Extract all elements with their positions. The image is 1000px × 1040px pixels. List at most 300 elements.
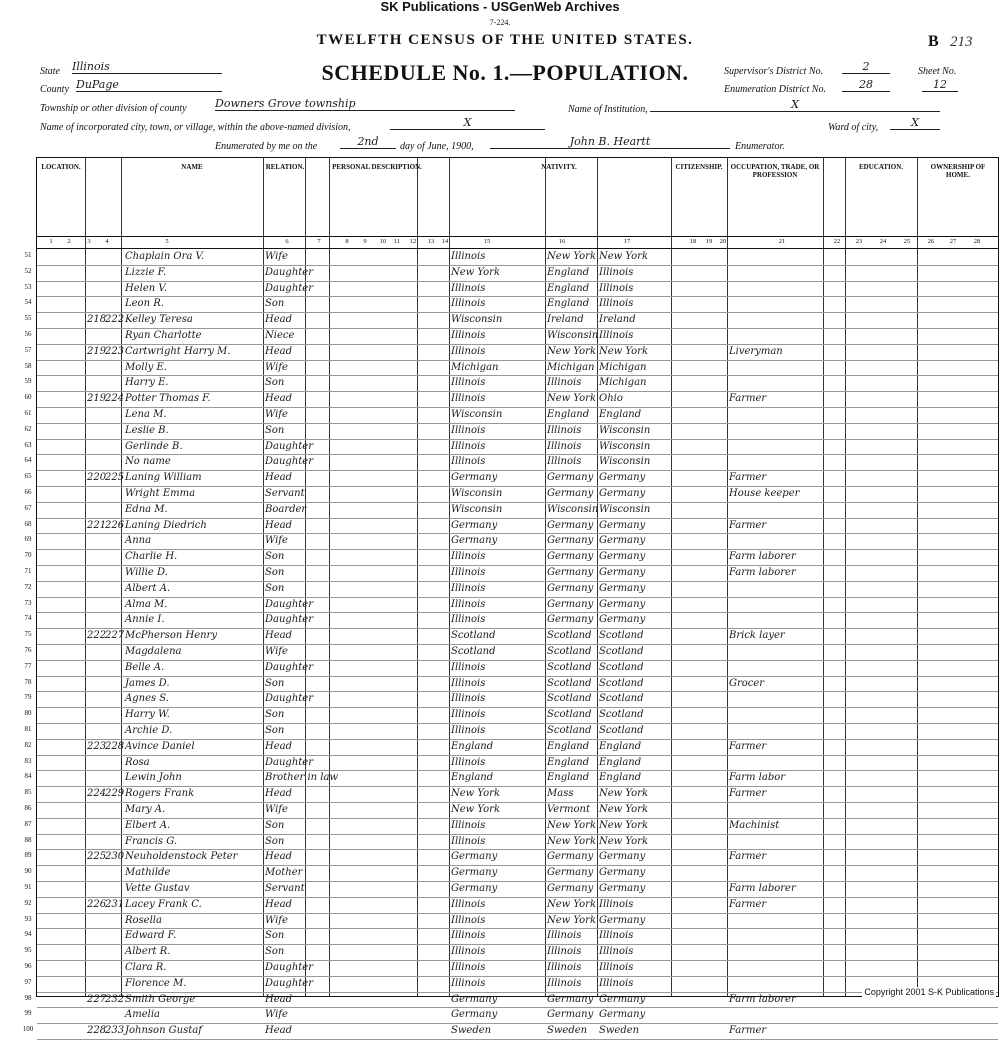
birthplace: Illinois [451, 756, 486, 768]
birthplace: Illinois [451, 424, 486, 436]
column-number: 8 [345, 238, 349, 245]
father-birthplace: England [547, 298, 590, 310]
father-birthplace: New York [547, 345, 596, 357]
row-rule [37, 644, 998, 645]
person-name: Edna M. [125, 503, 168, 515]
row-number: 93 [24, 914, 32, 923]
father-birthplace: Germany [547, 867, 594, 879]
citizenship-header: CITIZENSHIP. [675, 163, 723, 171]
relation: Head [265, 993, 293, 1005]
row-rule [37, 834, 998, 835]
birthplace: Illinois [451, 298, 486, 310]
father-birthplace: Scotland [547, 709, 592, 721]
mother-birthplace: Germany [599, 488, 646, 499]
row-number: 66 [24, 488, 32, 496]
birthplace: New York [451, 804, 500, 815]
father-birthplace: New York [547, 835, 596, 847]
person-name: Clara R. [125, 962, 167, 973]
mother-birthplace: Illinois [599, 298, 634, 310]
father-birthplace: Ireland [547, 314, 584, 326]
mother-birthplace: Illinois [599, 930, 634, 942]
column-number: 25 [903, 238, 911, 245]
occupation: Farm labor [729, 772, 786, 784]
relation: Son [265, 298, 285, 310]
row-rule [37, 865, 998, 866]
occupation: Farm laborer [729, 551, 796, 563]
census-title: TWELFTH CENSUS OF THE UNITED STATES. [316, 32, 694, 48]
relation: Niece [265, 330, 295, 341]
relation: Wife [265, 361, 288, 373]
mother-birthplace: Ireland [599, 314, 636, 326]
relation: Wife [265, 409, 288, 420]
row-number: 75 [24, 630, 32, 639]
row-rule [37, 502, 998, 503]
row-rule [37, 296, 998, 297]
row-number: 58 [24, 361, 32, 370]
column-number: 6 [285, 238, 289, 245]
sheet-label: Sheet No. [918, 66, 957, 77]
relation: Son [265, 930, 285, 942]
father-birthplace: Germany [547, 488, 594, 499]
row-number: 97 [24, 977, 32, 986]
birthplace: Germany [451, 1009, 498, 1021]
row-rule [37, 802, 998, 803]
relation: Head [265, 1025, 293, 1037]
father-birthplace: Germany [547, 551, 594, 563]
person-name: Laning Diedrich [125, 519, 207, 531]
row-number: 59 [24, 377, 32, 386]
mother-birthplace: Ohio [599, 393, 623, 405]
mother-birthplace: Germany [599, 851, 646, 863]
row-rule [37, 470, 998, 471]
mother-birthplace: Scotland [599, 646, 644, 657]
father-birthplace: Scotland [547, 630, 592, 642]
person-name: Florence M. [125, 977, 187, 989]
mother-birthplace: Wisconsin [599, 503, 651, 515]
enumerator-name: John B. Heartt [490, 135, 730, 149]
ward-label: Ward of city, [828, 122, 879, 133]
row-rule [37, 454, 998, 455]
column-number: 11 [393, 238, 401, 245]
dwelling-number: 218 [87, 314, 107, 326]
occupation: Grocer [729, 677, 765, 689]
row-rule [37, 976, 998, 977]
census-table [22, 157, 999, 1037]
birthplace: Germany [451, 472, 498, 484]
incorporated-label: Name of incorporated city, town, or village, within the above-named division, [40, 122, 351, 133]
birthplace: Illinois [451, 677, 486, 689]
birthplace: Illinois [451, 946, 486, 958]
column-number: 9 [363, 238, 367, 245]
dwelling-number: 221 [87, 519, 107, 531]
row-number: 65 [24, 472, 32, 481]
person-name: Smith George [125, 993, 196, 1005]
mother-birthplace: Germany [599, 472, 646, 484]
mother-birthplace: Scotland [599, 661, 644, 673]
birthplace: Michigan [451, 361, 499, 373]
row-rule [37, 265, 998, 266]
relation: Daughter [265, 266, 313, 278]
row-number: 81 [24, 725, 32, 733]
occupation: Farmer [729, 898, 767, 910]
column-number: 13 [427, 238, 435, 245]
person-name: James D. [125, 677, 170, 689]
birthplace: England [451, 740, 494, 752]
father-birthplace: England [547, 740, 590, 752]
father-birthplace: England [547, 756, 590, 768]
relation: Wife [265, 914, 288, 926]
nativity-header: NATIVITY. [541, 163, 577, 171]
institution-value: X [650, 98, 940, 112]
mother-birthplace: Germany [599, 551, 646, 563]
person-name: Willie D. [125, 567, 168, 578]
mother-birthplace: England [599, 740, 642, 752]
person-name: Magdalena [125, 646, 182, 657]
location-header: LOCATION. [41, 163, 81, 171]
row-rule [37, 533, 998, 534]
birthplace: Illinois [451, 835, 486, 847]
relation: Head [265, 851, 293, 863]
person-name: Charlie H. [125, 551, 178, 563]
person-name: Mary A. [125, 804, 166, 815]
mother-birthplace: Wisconsin [599, 440, 651, 452]
relation: Son [265, 946, 285, 958]
mother-birthplace: Germany [599, 1009, 646, 1021]
father-birthplace: Illinois [547, 977, 582, 989]
birthplace: Illinois [451, 614, 486, 626]
birthplace: Germany [451, 851, 498, 863]
mother-birthplace: Germany [599, 883, 646, 894]
relation: Boarder [265, 503, 307, 515]
birthplace: Germany [451, 993, 498, 1005]
relation: Son [265, 725, 285, 736]
relation: Son [265, 582, 285, 594]
dwelling-number: 222 [87, 630, 107, 642]
row-rule [37, 439, 998, 440]
father-birthplace: Germany [547, 598, 594, 610]
father-birthplace: Scotland [547, 693, 592, 705]
mother-birthplace: Scotland [599, 725, 644, 736]
row-number: 88 [24, 835, 32, 844]
form-number: 7-224. [489, 18, 511, 27]
birthplace: Scotland [451, 630, 496, 642]
sheet-value: 12 [922, 78, 958, 92]
birthplace: Illinois [451, 962, 486, 973]
row-number: 86 [24, 804, 32, 812]
column-number: 7 [317, 238, 321, 245]
mother-birthplace: England [599, 756, 642, 768]
mother-birthplace: Scotland [599, 709, 644, 721]
person-name: Annie I. [125, 614, 165, 626]
institution-label: Name of Institution, [568, 104, 648, 115]
column-number: 28 [973, 238, 981, 245]
father-birthplace: New York [547, 898, 596, 910]
relation: Son [265, 551, 285, 563]
family-number: 223 [105, 345, 125, 357]
enumeration-value: 28 [842, 78, 890, 92]
relation: Daughter [265, 977, 313, 989]
education-header: EDUCATION. [858, 163, 903, 171]
row-rule [37, 344, 998, 345]
occupation: Farmer [729, 851, 767, 863]
birthplace: Illinois [451, 551, 486, 563]
person-name: Potter Thomas F. [125, 393, 211, 405]
row-number: 90 [24, 867, 32, 876]
row-rule [37, 1007, 998, 1008]
birthplace: New York [451, 788, 500, 800]
family-number: 231 [105, 898, 125, 910]
column-number: 22 [833, 238, 841, 245]
person-name: Lena M. [125, 409, 167, 420]
row-rule [37, 944, 998, 945]
column-number: 24 [879, 238, 887, 245]
column-number: 4 [105, 238, 109, 245]
father-birthplace: England [547, 282, 590, 294]
row-number: 52 [24, 266, 32, 275]
row-number: 82 [24, 740, 32, 749]
birthplace: Illinois [451, 345, 486, 357]
column-number: 20 [719, 238, 727, 245]
mother-birthplace: Illinois [599, 898, 634, 910]
father-birthplace: Germany [547, 567, 594, 578]
person-name: Vette Gustav [125, 883, 190, 894]
row-rule [37, 660, 998, 661]
row-number: 54 [24, 298, 32, 307]
column-number: 21 [778, 238, 786, 245]
column-number: 15 [483, 238, 491, 245]
birthplace: Illinois [451, 567, 486, 578]
person-name: Alma M. [125, 598, 168, 610]
person-name: Laning William [125, 472, 202, 484]
column-number: 10 [379, 238, 387, 245]
column-number: 2 [67, 238, 71, 245]
row-number: 84 [24, 772, 32, 781]
row-rule [37, 818, 998, 819]
person-name: Archie D. [125, 725, 173, 736]
relation: Head [265, 740, 293, 752]
relation: Wife [265, 646, 288, 657]
row-number: 91 [24, 883, 32, 891]
relation: Head [265, 519, 293, 531]
person-name: Rogers Frank [125, 788, 195, 800]
row-rule [37, 486, 998, 487]
row-number: 53 [24, 282, 32, 291]
father-birthplace: Vermont [547, 804, 590, 815]
person-name: Leslie B. [125, 424, 169, 436]
occupation: Farmer [729, 393, 767, 405]
father-birthplace: Illinois [547, 440, 582, 452]
dwelling-number: 225 [87, 851, 107, 863]
ownership-header: OWNERSHIP OF HOME. [930, 163, 986, 179]
row-rule [37, 360, 998, 361]
birthplace: England [451, 772, 494, 784]
dwelling-number: 228 [87, 1025, 107, 1037]
relation: Daughter [265, 962, 313, 973]
birthplace: Illinois [451, 598, 486, 610]
row-number: 83 [24, 756, 32, 765]
mother-birthplace: New York [599, 345, 648, 357]
mother-birthplace: Germany [599, 582, 646, 594]
mother-birthplace: England [599, 772, 642, 784]
birthplace: Illinois [451, 251, 486, 262]
occupation: House keeper [729, 488, 800, 499]
row-number: 94 [24, 930, 32, 939]
person-name: Helen V. [125, 282, 168, 294]
row-rule [37, 786, 998, 787]
person-name: Albert R. [125, 946, 171, 958]
mother-birthplace: Wisconsin [599, 424, 651, 436]
relation: Daughter [265, 661, 313, 673]
column-number: 1 [49, 238, 53, 245]
person-name: Elbert A. [125, 819, 171, 831]
person-name: Francis G. [125, 835, 178, 847]
relation: Son [265, 677, 285, 689]
row-number: 78 [24, 677, 32, 686]
row-number: 62 [24, 424, 32, 433]
father-birthplace: New York [547, 393, 596, 405]
row-number: 55 [24, 314, 32, 323]
row-number: 99 [24, 1009, 32, 1018]
row-number: 61 [24, 409, 32, 417]
mother-birthplace: Germany [599, 993, 646, 1005]
row-number: 70 [24, 551, 32, 560]
row-rule [37, 565, 998, 566]
column-number: 5 [165, 238, 169, 245]
person-name: Agnes S. [125, 693, 169, 705]
father-birthplace: Illinois [547, 456, 582, 468]
relation: Wife [265, 1009, 288, 1021]
mother-birthplace: Germany [599, 519, 646, 531]
father-birthplace: Illinois [547, 424, 582, 436]
row-number: 67 [24, 503, 32, 512]
enumerated-day: 2nd [340, 135, 396, 149]
birthplace: Illinois [451, 930, 486, 942]
relation: Wife [265, 251, 288, 262]
birthplace: Illinois [451, 582, 486, 594]
birthplace: Illinois [451, 819, 486, 831]
row-rule [37, 881, 998, 882]
row-rule [37, 581, 998, 582]
person-name: Rosa [125, 756, 150, 768]
person-name: McPherson Henry [125, 630, 217, 642]
mother-birthplace: Scotland [599, 677, 644, 689]
mother-birthplace: Scotland [599, 693, 644, 705]
relation: Head [265, 314, 293, 326]
birthplace: Germany [451, 883, 498, 894]
dwelling-number: 223 [87, 740, 107, 752]
ward-value: X [890, 116, 940, 130]
birthplace: Germany [451, 519, 498, 531]
column-number: 17 [623, 238, 631, 245]
father-birthplace: England [547, 772, 590, 784]
birthplace: Germany [451, 867, 498, 879]
father-birthplace: England [547, 409, 590, 420]
birthplace: Sweden [451, 1025, 492, 1037]
sheet-letter: B [928, 33, 939, 50]
father-birthplace: Germany [547, 1009, 594, 1021]
person-name: Harry E. [125, 377, 169, 389]
father-birthplace: New York [547, 914, 596, 926]
father-birthplace: Germany [547, 519, 594, 531]
row-rule [37, 691, 998, 692]
relation-header: RELATION. [265, 163, 305, 171]
row-number: 77 [24, 661, 32, 670]
family-number: 222 [105, 314, 125, 326]
relation: Daughter [265, 456, 313, 468]
relation: Son [265, 424, 285, 436]
father-birthplace: Scotland [547, 661, 592, 673]
column-number: 27 [949, 238, 957, 245]
person-name: Lewin John [125, 772, 182, 784]
birthplace: Illinois [451, 977, 486, 989]
row-number: 76 [24, 646, 32, 654]
supervisor-value: 2 [842, 60, 890, 74]
birthplace: Wisconsin [451, 503, 503, 515]
sheet-handwritten-number: 213 [950, 34, 973, 50]
state-label: State [40, 66, 60, 77]
relation: Daughter [265, 282, 313, 294]
row-rule [37, 375, 998, 376]
birthplace: Illinois [451, 898, 486, 910]
birthplace: Illinois [451, 456, 486, 468]
father-birthplace: Scotland [547, 677, 592, 689]
row-rule [37, 1023, 998, 1024]
copyright-notice: Copyright 2001 S-K Publications [864, 987, 994, 997]
person-name: Albert A. [125, 582, 171, 594]
person-name: Kelley Teresa [125, 314, 193, 326]
day-of-label: day of June, 1900, [400, 141, 474, 152]
occupation-header: OCCUPATION, TRADE, OR PROFESSION [730, 163, 820, 179]
person-name: No name [125, 456, 171, 468]
father-birthplace: Illinois [547, 377, 582, 389]
mother-birthplace: Illinois [599, 266, 634, 278]
person-name: Amelia [125, 1009, 160, 1021]
mother-birthplace: Michigan [599, 361, 647, 373]
father-birthplace: New York [547, 251, 596, 262]
person-name: Mathilde [125, 867, 171, 879]
father-birthplace: Germany [547, 614, 594, 626]
person-name: Edward F. [125, 930, 177, 942]
relation: Head [265, 393, 293, 405]
column-number: 19 [705, 238, 713, 245]
row-number: 63 [24, 440, 32, 449]
occupation: Farmer [729, 472, 767, 484]
dwelling-number: 220 [87, 472, 107, 484]
row-rule [37, 723, 998, 724]
mother-birthplace: Germany [599, 914, 646, 926]
relation: Son [265, 567, 285, 578]
mother-birthplace: Wisconsin [599, 456, 651, 468]
birthplace: Illinois [451, 693, 486, 705]
row-number: 56 [24, 330, 32, 338]
row-number: 92 [24, 898, 32, 907]
row-rule [37, 391, 998, 392]
birthplace: New York [451, 266, 500, 278]
enumeration-label: Enumeration District No. [724, 84, 826, 95]
row-number: 96 [24, 962, 32, 970]
person-name: Avince Daniel [125, 740, 195, 752]
mother-birthplace: Illinois [599, 330, 634, 341]
row-rule [37, 407, 998, 408]
relation: Brother in law [265, 772, 339, 784]
county-value: DuPage [76, 78, 222, 92]
birthplace: Illinois [451, 393, 486, 405]
relation: Servant [265, 488, 305, 499]
mother-birthplace: New York [599, 835, 648, 847]
column-number: 18 [689, 238, 697, 245]
relation: Head [265, 630, 293, 642]
relation: Daughter [265, 614, 313, 626]
